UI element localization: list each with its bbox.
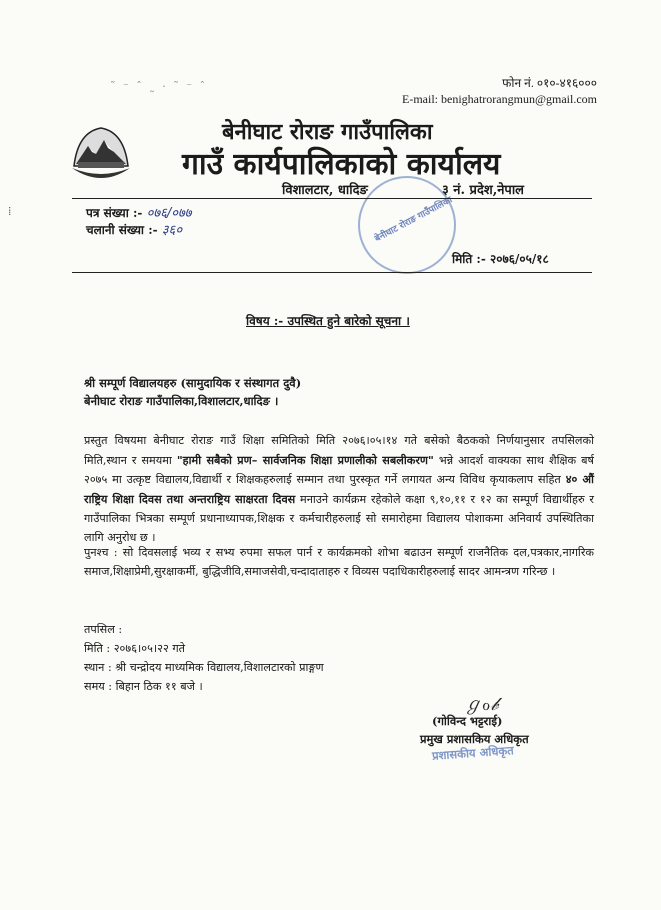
margin-mark: ⁞ <box>8 204 12 218</box>
letter-subject: विषय :- उपस्थित हुने बारेको सूचना । <box>246 314 410 328</box>
details-heading: तपसिल : <box>84 623 123 636</box>
dispatch-number-label: चलानी संख्या :- <box>86 223 158 237</box>
dispatch-number-value: ३६० <box>161 223 183 238</box>
office-address: विशालटार, धादिङ <box>282 183 368 198</box>
slogan-text: "हामी सबैको प्रण– सार्वजनिक शिक्षा प्रणालीको सबलीकरण" <box>176 452 434 467</box>
body-paragraph-1: प्रस्तुत विषयमा बेनीघाट रोराङ गाउँ शिक्षा समितिको मिति २०७६।०५।१४ गते बसेको बैठकको निर्णयानुसार तपसिलको मिति,स्थान र समयमा "हामी सबैको प्रण– सार्वजनिक शिक्षा प्रणालीको सबलीकरण" भन्ने आदर्श वाक्यका साथ शैक्षिक बर्ष २०७५ मा उत्कृष्ट विद्यालय,विद्यार्थी र शिक्षकहरुलाई सम्मान तथा पुरस्कृत गर्ने लगायत अन्य विविध कृयाकलाप सहित ४० औं राष्ट्रिय शिक्षा दिवस तथा अन्तराष्ट्रिय साक्षरता दिवस मनाउने कार्यक्रम रहेकोले कक्षा ९,१०,११ र १२ का सम्पूर्ण विद्यार्थीहरु र गाउँपालिका भित्रका सम्पूर्ण प्रधानाध्यापक,शिक्षक र कर्मचारीहरुलाई सो समारोहमा विद्यालय पोशाकमा अनिवार्य उपस्थितिका लागि अनुरोध छ । <box>84 434 594 544</box>
office-name: गाउँ कार्यपालिकाको कार्यालय <box>182 147 501 182</box>
office-seal-text: बेनीघाट रोराङ गाउँपालिका <box>373 195 455 245</box>
event-name: ४० औं राष्ट्रिय शिक्षा दिवस तथा अन्तराष्ट्रिय साक्षरता दिवस <box>84 472 594 507</box>
details-time: समय : बिहान ठिक ११ बजे । <box>84 680 203 693</box>
province-address: ३ नं. प्रदेश,नेपाल <box>442 183 524 198</box>
body-paragraph-postscript: पुनश्च : सो दिवसलाई भव्य र सभ्य रुपमा सफल पार्न र कार्यक्रमको शोभा बढाउन सम्पूर्ण राजनैतिक दल,पत्रकार,नागरिक समाज,शिक्षाप्रेमी,सुरक्षाकर्मी, बुद्धिजीवि,समाजसेवी,चन्दादाताहरु र विव्यस पदाधिकारीहरुलाई सादर आमन्त्रण गरिन्छ । <box>84 546 594 578</box>
handwritten-signature: ℊℴ𝒷 <box>464 694 499 715</box>
letter-date-row <box>452 250 549 267</box>
emblem-logo-icon <box>68 122 134 188</box>
reference-divider <box>72 272 592 273</box>
letter-number-row <box>86 203 192 221</box>
email-address: E-mail: benighatrorangmun@gmail.com <box>402 92 597 106</box>
recipient-line-1: श्री सम्पूर्ण विद्यालयहरु (सामुदायिक र संस्थागत दुवै) <box>84 376 302 390</box>
letter-date-label: मिति :- <box>452 252 486 266</box>
signatory-title: प्रमुख प्रशासकिय अधिकृत <box>420 732 529 746</box>
letter-number-label: पत्र संख्या :- <box>86 206 143 220</box>
organization-name: बेनीघाट रोराङ गाउँपालिका <box>222 119 433 145</box>
dispatch-number-row <box>86 220 182 238</box>
letter-date-value: २०७६/०५/१८ <box>490 252 549 266</box>
signatory-name: (गोविन्द भट्टराई) <box>432 714 503 728</box>
official-stamp-text: प्रशासकीय अधिकृत <box>431 743 515 763</box>
recipient-line-2: बेनीघाट रोराङ गाउँपालिका,विशालटार,धादिङ । <box>84 394 279 408</box>
details-date: मिति : २०७६।०५।२२ गते <box>84 642 185 655</box>
faint-handwriting: ˜ ⁻ ˆ ˷ · ˜ ⁻ ˆ <box>110 80 208 93</box>
details-place: स्थान : श्री चन्द्रोदय माध्यमिक विद्यालय,विशालटारको प्राङ्गण <box>84 661 324 674</box>
letter-number-value: ०७६/०७७ <box>146 206 192 221</box>
phone-number: फोन नं. ०१०-४१६००० <box>502 76 597 90</box>
header-divider <box>72 198 592 199</box>
